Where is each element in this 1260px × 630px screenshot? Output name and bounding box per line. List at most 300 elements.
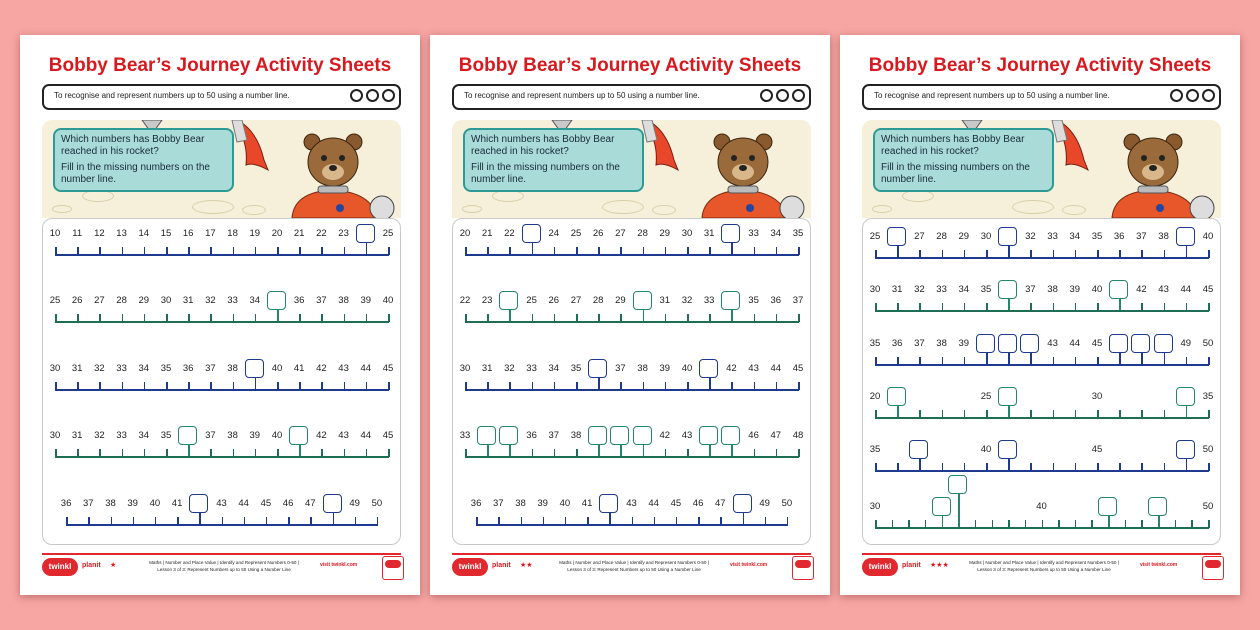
- number-line-tick: [687, 314, 689, 322]
- number-line-tick: [875, 463, 877, 471]
- tick-label: 41: [581, 498, 593, 509]
- number-line: [863, 497, 1220, 537]
- answer-box[interactable]: [599, 494, 618, 513]
- answer-box-stem: [942, 516, 944, 527]
- tick-label: 17: [205, 228, 216, 239]
- number-line-tick: [1053, 463, 1055, 471]
- tick-label: 37: [1025, 284, 1036, 295]
- number-line-tick: [1053, 303, 1055, 311]
- tick-label: 39: [537, 498, 548, 509]
- bear-astronaut-icon: [292, 134, 394, 218]
- answer-box[interactable]: [610, 426, 629, 445]
- tick-label: 30: [160, 295, 172, 306]
- tick-label: 43: [338, 363, 349, 374]
- tick-label: 30: [49, 430, 61, 441]
- answer-box[interactable]: [948, 475, 967, 494]
- number-line-tick: [99, 449, 101, 457]
- tick-label: 30: [49, 363, 61, 374]
- tick-label: 38: [515, 498, 526, 509]
- number-line-tick: [222, 517, 224, 525]
- tick-label: 25: [980, 391, 992, 402]
- learning-objective-text: To recognise and represent numbers up to 50 using a number line.: [874, 91, 1110, 100]
- answer-box[interactable]: [178, 426, 197, 445]
- number-line-tick: [875, 520, 877, 528]
- answer-box[interactable]: [289, 426, 308, 445]
- tick-label: 35: [160, 363, 172, 374]
- number-line-tick: [1175, 520, 1177, 528]
- tick-label: 10: [49, 228, 61, 239]
- tick-label: 44: [238, 498, 249, 509]
- number-line-tick: [698, 517, 700, 525]
- tick-label: 31: [703, 228, 715, 239]
- tick-label: 14: [138, 228, 150, 239]
- number-line-tick: [1208, 303, 1210, 311]
- number-line-tick: [687, 382, 689, 390]
- number-line-tick: [133, 517, 135, 525]
- number-line-tick: [598, 314, 600, 322]
- number-lines-panel: [42, 218, 401, 545]
- tick-label: 43: [1047, 338, 1058, 349]
- tick-label: 32: [205, 295, 216, 306]
- answer-box[interactable]: [1154, 334, 1173, 353]
- number-line-tick: [166, 247, 168, 255]
- learning-objective-text: To recognise and represent numbers up to 50 using a number line.: [54, 91, 290, 100]
- self-assessment-circle[interactable]: [776, 89, 789, 102]
- activity-sheet-3[interactable]: [840, 35, 1240, 595]
- tick-label: 40: [1202, 231, 1214, 242]
- number-line-tick: [188, 247, 190, 255]
- footer-line-1: Maths | Number and Place Value | Identify and Represent Numbers 0-50 |: [559, 560, 709, 565]
- tick-label: 30: [681, 228, 693, 239]
- number-line-tick: [576, 449, 578, 457]
- answer-box[interactable]: [477, 426, 496, 445]
- answer-box[interactable]: [1020, 334, 1039, 353]
- answer-box[interactable]: [1148, 497, 1167, 516]
- tick-label: 26: [71, 295, 83, 306]
- number-line-tick: [55, 449, 57, 457]
- self-assessment-circle[interactable]: [382, 89, 395, 102]
- tick-label: 45: [260, 498, 272, 509]
- answer-box[interactable]: [1131, 334, 1150, 353]
- number-line-tick: [1030, 463, 1032, 471]
- tick-label: 36: [891, 338, 903, 349]
- number-line-tick: [1141, 463, 1143, 471]
- number-line-tick: [1030, 410, 1032, 418]
- tick-label: 45: [792, 363, 804, 374]
- number-line-tick: [366, 382, 368, 390]
- tick-label: 24: [548, 228, 560, 239]
- number-line-tick: [177, 517, 179, 525]
- answer-box[interactable]: [189, 494, 208, 513]
- number-line-tick: [598, 247, 600, 255]
- tick-label: 30: [869, 284, 881, 295]
- tick-label: 49: [349, 498, 360, 509]
- tick-label: 43: [1158, 284, 1169, 295]
- number-line-tick: [188, 382, 190, 390]
- instruction-text: Fill in the missing numbers on the number line.: [471, 162, 620, 185]
- tick-label: 36: [770, 295, 782, 306]
- tick-label: 33: [703, 295, 715, 306]
- tick-label: 45: [1202, 284, 1214, 295]
- number-line-tick: [975, 520, 977, 528]
- number-line-tick: [1053, 357, 1055, 365]
- tick-label: 30: [459, 363, 471, 374]
- number-line-tick: [487, 247, 489, 255]
- tick-label: 38: [227, 430, 238, 441]
- tick-label: 38: [338, 295, 349, 306]
- self-assessment-circle[interactable]: [1186, 89, 1199, 102]
- tick-label: 39: [249, 430, 261, 441]
- tick-label: 30: [1091, 391, 1103, 402]
- answer-box-stem: [598, 445, 600, 456]
- tick-label: 20: [459, 228, 471, 239]
- tick-label: 36: [293, 295, 305, 306]
- tick-label: 29: [958, 231, 970, 242]
- answer-box[interactable]: [1109, 280, 1128, 299]
- number-line-tick: [654, 517, 656, 525]
- number-line-tick: [99, 314, 101, 322]
- answer-box-stem: [731, 243, 733, 254]
- footer-line-2: Lesson 3 of 3: Represent Numbers up to 50 Using a Number Line: [567, 567, 701, 572]
- bear-astronaut-icon: [1112, 134, 1214, 218]
- number-line-tick: [1053, 250, 1055, 258]
- number-line-axis: [465, 389, 799, 391]
- tick-label: 36: [60, 498, 72, 509]
- number-line-tick: [875, 410, 877, 418]
- number-lines-panel: [862, 218, 1221, 545]
- number-line-tick: [798, 449, 800, 457]
- answer-box[interactable]: [267, 291, 286, 310]
- tick-label: 25: [49, 295, 61, 306]
- number-line-tick: [776, 449, 778, 457]
- tick-label: 35: [1202, 391, 1214, 402]
- number-line-axis: [55, 456, 389, 458]
- tick-label: 36: [182, 363, 194, 374]
- tick-label: 37: [316, 295, 327, 306]
- number-line-tick: [166, 314, 168, 322]
- number-line-tick: [798, 247, 800, 255]
- self-assessment-circle[interactable]: [350, 89, 363, 102]
- number-line-tick: [576, 314, 578, 322]
- number-line-tick: [1058, 520, 1060, 528]
- footer-line-2: Lesson 3 of 3: Represent Numbers up to 50 Using a Number Line: [977, 567, 1111, 572]
- number-line-tick: [255, 247, 257, 255]
- answer-box[interactable]: [1176, 387, 1195, 406]
- tick-label: 35: [792, 228, 804, 239]
- question-box: [53, 128, 234, 192]
- answer-box[interactable]: [976, 334, 995, 353]
- number-line-tick: [620, 382, 622, 390]
- number-line-tick: [554, 314, 556, 322]
- number-line-tick: [919, 410, 921, 418]
- planit-brand: planit: [902, 562, 921, 569]
- tick-label: 12: [94, 228, 105, 239]
- answer-box-stem: [199, 513, 201, 524]
- tick-label: 45: [382, 430, 394, 441]
- answer-box[interactable]: [887, 387, 906, 406]
- footer-line-1: Maths | Number and Place Value | Identify and Represent Numbers 0-50 |: [149, 560, 299, 565]
- answer-box[interactable]: [633, 426, 652, 445]
- tick-label: 34: [138, 430, 150, 441]
- answer-box[interactable]: [323, 494, 342, 513]
- number-line-tick: [942, 250, 944, 258]
- answer-box-stem: [743, 513, 745, 524]
- number-line-tick: [620, 314, 622, 322]
- answer-box[interactable]: [998, 227, 1017, 246]
- tick-label: 29: [615, 295, 626, 306]
- answer-box[interactable]: [245, 359, 264, 378]
- number-line-tick: [964, 463, 966, 471]
- tick-label: 37: [792, 295, 804, 306]
- tick-label: 44: [1069, 338, 1081, 349]
- number-line-tick: [144, 449, 146, 457]
- website-link[interactable]: visit twinkl.com: [1140, 562, 1178, 568]
- activity-sheet-2[interactable]: [430, 35, 830, 595]
- answer-box[interactable]: [588, 359, 607, 378]
- tick-label: 35: [570, 363, 582, 374]
- number-line-tick: [122, 314, 124, 322]
- self-assessment-circle[interactable]: [1202, 89, 1215, 102]
- tick-label: 45: [670, 498, 682, 509]
- tick-label: 40: [149, 498, 161, 509]
- answer-box[interactable]: [998, 387, 1017, 406]
- tick-label: 42: [659, 430, 671, 441]
- answer-box-stem: [1158, 516, 1160, 527]
- number-line-tick: [776, 247, 778, 255]
- number-line-tick: [1097, 410, 1099, 418]
- number-line-tick: [875, 357, 877, 365]
- sheet-title: Bobby Bear’s Journey Activity Sheets: [868, 55, 1212, 76]
- tick-label: 20: [271, 228, 283, 239]
- number-line-tick: [1075, 250, 1077, 258]
- number-line-tick: [986, 250, 988, 258]
- tick-label: 25: [869, 231, 881, 242]
- answer-box-stem: [1119, 353, 1121, 364]
- tick-label: 38: [570, 430, 582, 441]
- number-line-tick: [122, 449, 124, 457]
- tick-label: 40: [382, 295, 394, 306]
- number-line-tick: [255, 449, 257, 457]
- answer-box[interactable]: [1176, 227, 1195, 246]
- self-assessment-circle[interactable]: [366, 89, 379, 102]
- answer-box[interactable]: [998, 280, 1017, 299]
- answer-box[interactable]: [499, 426, 518, 445]
- answer-box[interactable]: [699, 426, 718, 445]
- number-line-tick: [964, 410, 966, 418]
- answer-box[interactable]: [1098, 497, 1117, 516]
- answer-box[interactable]: [721, 426, 740, 445]
- tick-label: 25: [526, 295, 537, 306]
- tick-label: 25: [570, 228, 582, 239]
- answer-box-stem: [1008, 299, 1010, 310]
- number-line-tick: [1141, 520, 1143, 528]
- tick-label: 39: [1069, 284, 1081, 295]
- answer-box[interactable]: [887, 227, 906, 246]
- answer-box[interactable]: [909, 440, 928, 459]
- number-line-tick: [532, 449, 534, 457]
- tick-label: 43: [216, 498, 227, 509]
- number-line-tick: [77, 247, 79, 255]
- answer-box-stem: [897, 246, 899, 257]
- number-line-tick: [355, 517, 357, 525]
- tick-label: 35: [1091, 231, 1103, 242]
- answer-box-stem: [897, 406, 899, 417]
- self-assessment-circle[interactable]: [792, 89, 805, 102]
- tick-label: 37: [205, 363, 216, 374]
- tick-label: 27: [570, 295, 582, 306]
- answer-box[interactable]: [932, 497, 951, 516]
- number-line-tick: [299, 247, 301, 255]
- website-link[interactable]: visit twinkl.com: [730, 562, 768, 568]
- answer-box[interactable]: [699, 359, 718, 378]
- tick-label: 25: [382, 228, 394, 239]
- number-line-axis: [55, 321, 389, 323]
- quality-badge-icon: [792, 556, 814, 580]
- illustration-banner: [42, 120, 401, 218]
- tick-label: 30: [980, 231, 992, 242]
- answer-box[interactable]: [499, 291, 518, 310]
- difficulty-stars: ★: [110, 561, 117, 569]
- tick-label: 33: [1047, 231, 1058, 242]
- number-line-tick: [288, 517, 290, 525]
- tick-label: 28: [116, 295, 127, 306]
- number-line-tick: [1097, 463, 1099, 471]
- self-assessment-circle[interactable]: [1170, 89, 1183, 102]
- number-line-tick: [99, 247, 101, 255]
- number-line-tick: [1008, 520, 1010, 528]
- tick-label: 37: [83, 498, 94, 509]
- tick-label: 37: [914, 338, 925, 349]
- answer-box[interactable]: [1176, 440, 1195, 459]
- tick-label: 33: [748, 228, 759, 239]
- number-line-tick: [1164, 463, 1166, 471]
- instruction-text: Fill in the missing numbers on the number line.: [61, 162, 210, 185]
- number-line: [43, 359, 400, 399]
- number-line: [863, 334, 1220, 374]
- answer-box[interactable]: [588, 426, 607, 445]
- number-line-tick: [210, 449, 212, 457]
- number-line-tick: [986, 410, 988, 418]
- number-line-tick: [233, 314, 235, 322]
- tick-label: 31: [182, 295, 194, 306]
- number-line-tick: [1208, 250, 1210, 258]
- number-line-tick: [1097, 303, 1099, 311]
- tick-label: 34: [770, 228, 782, 239]
- number-line-tick: [344, 247, 346, 255]
- answer-box-stem: [509, 445, 511, 456]
- number-line: [863, 227, 1220, 267]
- number-line-tick: [1164, 410, 1166, 418]
- number-line-axis: [875, 470, 1209, 472]
- number-line-tick: [765, 517, 767, 525]
- number-line-tick: [754, 314, 756, 322]
- number-line-tick: [1097, 250, 1099, 258]
- learning-objective-box: [42, 84, 401, 110]
- website-link[interactable]: visit twinkl.com: [320, 562, 358, 568]
- answer-box[interactable]: [998, 334, 1017, 353]
- number-line-tick: [731, 382, 733, 390]
- number-line-axis: [55, 389, 389, 391]
- tick-label: 34: [958, 284, 970, 295]
- planit-brand: planit: [82, 562, 101, 569]
- tick-label: 30: [869, 501, 881, 512]
- tick-label: 48: [792, 430, 804, 441]
- number-line: [863, 387, 1220, 427]
- footer-divider: [862, 553, 1221, 555]
- number-line-tick: [476, 517, 478, 525]
- number-line-tick: [554, 247, 556, 255]
- answer-box-stem: [1008, 459, 1010, 470]
- answer-box[interactable]: [721, 291, 740, 310]
- tick-label: 42: [316, 363, 327, 374]
- self-assessment-circle[interactable]: [760, 89, 773, 102]
- answer-box-stem: [1141, 353, 1143, 364]
- number-line-tick: [919, 250, 921, 258]
- question-box: [463, 128, 644, 192]
- tick-label: 36: [470, 498, 482, 509]
- tick-label: 40: [980, 444, 992, 455]
- tick-label: 50: [371, 498, 383, 509]
- number-line-tick: [366, 314, 368, 322]
- number-line-tick: [942, 463, 944, 471]
- tick-label: 28: [592, 295, 604, 306]
- activity-sheet-1[interactable]: [20, 35, 420, 595]
- answer-box-stem: [509, 310, 511, 321]
- answer-box[interactable]: [721, 224, 740, 243]
- number-line-tick: [964, 303, 966, 311]
- number-line-tick: [1053, 410, 1055, 418]
- tick-label: 38: [1158, 231, 1169, 242]
- answer-box[interactable]: [522, 224, 541, 243]
- number-line-tick: [1141, 410, 1143, 418]
- tick-label: 11: [72, 228, 83, 239]
- number-line-tick: [687, 449, 689, 457]
- answer-box[interactable]: [733, 494, 752, 513]
- number-line-tick: [554, 382, 556, 390]
- number-line-tick: [521, 517, 523, 525]
- number-line: [453, 291, 810, 331]
- answer-box[interactable]: [1109, 334, 1128, 353]
- learning-objective-text: To recognise and represent numbers up to 50 using a number line.: [464, 91, 700, 100]
- answer-box[interactable]: [998, 440, 1017, 459]
- number-line-tick: [344, 449, 346, 457]
- number-line-tick: [77, 314, 79, 322]
- tick-label: 34: [1069, 231, 1081, 242]
- number-line-tick: [233, 247, 235, 255]
- number-line-tick: [754, 449, 756, 457]
- number-line-tick: [487, 382, 489, 390]
- number-line-tick: [66, 517, 68, 525]
- tick-label: 31: [891, 284, 903, 295]
- answer-box[interactable]: [633, 291, 652, 310]
- twinkl-logo: twinkl: [42, 558, 78, 576]
- number-line-tick: [299, 314, 301, 322]
- number-line-tick: [321, 382, 323, 390]
- footer-description: [138, 559, 310, 573]
- tick-label: 29: [659, 228, 671, 239]
- tick-label: 37: [493, 498, 504, 509]
- number-line-tick: [277, 247, 279, 255]
- number-line-tick: [1119, 250, 1121, 258]
- tick-label: 32: [681, 295, 693, 306]
- number-line-tick: [1119, 463, 1121, 471]
- tick-label: 18: [227, 228, 238, 239]
- answer-box[interactable]: [356, 224, 375, 243]
- number-line-tick: [643, 382, 645, 390]
- number-line-tick: [144, 314, 146, 322]
- tick-label: 33: [459, 430, 471, 441]
- number-line-tick: [1075, 520, 1077, 528]
